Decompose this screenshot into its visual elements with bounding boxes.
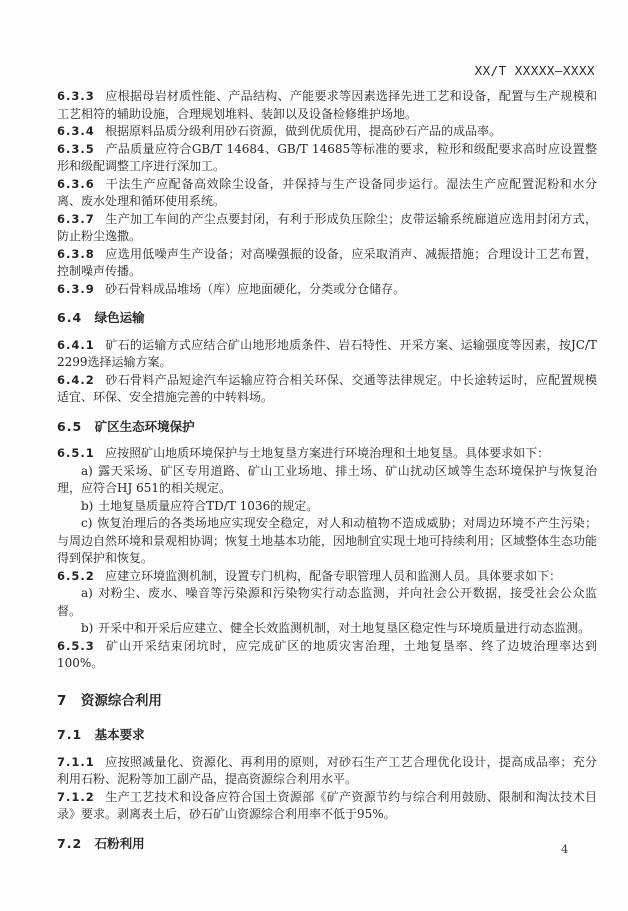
page-number: 4 [561,842,569,856]
list-item-b [57,498,597,516]
section-heading-text: 基本要求 [94,727,145,742]
clause-number: 6.3.7 [57,211,95,226]
clause-6.3.8 [57,246,597,281]
clause-number: 6.5 [57,418,83,434]
clause-6.4.2 [57,372,597,407]
clause-text: 矿山开采结束闭坑时，应完成矿区的地质灾害治理，土地复垦率、终了边坡治理率达到100%。 [57,638,597,670]
clause-number: 6.4.2 [57,372,95,387]
list-item-a [57,463,597,498]
clause-6.5.1 [57,445,597,463]
clause-text: 应建立环境监测机制，设置专门机构，配备专职管理人员和监测人员。具体要求如下： [105,568,562,583]
clause-text: 应按照减量化、资源化、再利用的原则，对砂石生产工艺合理优化设计，提高成品率；充分利用石粉、泥粉等加工副产品，提高资源综合利用水平。 [57,754,597,786]
clause-6.3.5 [57,141,597,176]
list-item-label: b) [81,498,94,513]
clause-number: 7 [57,692,68,709]
list-item-label: b) [81,621,94,635]
section-heading-6.5 [57,418,597,436]
clause-6.3.4 [57,123,597,141]
section-heading-text: 石粉利用 [94,835,145,851]
clause-text: 生产工艺技术和设备应符合国土资源部《矿产资源节约与综合利用鼓励、限制和淘汰技术目录》要求。剥离表土后，砂石矿山资源综合利用率不低于95%。 [57,789,597,821]
clause-number: 6.3.8 [57,246,95,261]
list-item-label: a) [81,586,93,600]
clause-6.5.2 [57,568,597,586]
clause-number: 6.3.9 [57,281,95,296]
clause-number: 6.4 [57,310,83,325]
clause-text: 生产加工车间的产尘点要封闭，有利于形成负压除尘；皮带运输系统廊道应选用封闭方式，防止粉尘逸撒。 [57,211,597,243]
section-heading-6.4 [57,309,597,327]
clause-number: 6.3.3 [57,89,95,103]
clause-text: 对粉尘、废水、噪音等污染源和污染物实行动态监测，并向社会公开数据，接受社会公众监督。 [57,586,597,618]
clause-text: 干法生产应配备高效除尘设备，并保持与生产设备同步运行。湿法生产应配置泥粉和水分离、废水处理和循环使用系统。 [57,176,597,208]
section-heading-7.1 [57,726,597,744]
clause-7.1.1 [57,754,597,789]
clause-number: 6.5.1 [57,446,95,460]
clause-number: 6.3.6 [57,176,95,191]
clause-text: 应根据母岩材质性能、产品结构、产能要求等因素选择先进工艺和设备，配置与生产规模和工艺相符的辅助设施，合理规划堆料、装卸以及设备检修维护场地。 [57,89,597,121]
clause-number: 6.3.5 [57,141,95,156]
standard-code-header: XX/T XXXXX—XXXX [474,63,595,78]
clause-6.3.3 [57,88,597,123]
list-item-label: a) [81,463,93,478]
clause-number: 6.5.3 [57,638,95,653]
clause-text: 砂石骨料产品短途汽车运输应符合相关环保、交通等法律规定。中长途转运时，应配置规模适宜、环保、安全措施完善的中转料场。 [57,372,597,404]
list-item-a [57,585,597,620]
clause-number: 7.2 [57,835,83,851]
clause-6.4.1 [57,337,597,372]
clause-text: 应选用低噪声生产设备；对高噪强振的设备，应采取消声、减振措施；合理设计工艺布置，控制噪声传播。 [57,246,597,278]
list-item-c [57,515,597,568]
clause-6.3.7 [57,211,597,246]
clause-text: 矿石的运输方式应结合矿山地形地质条件、岩石特性、开采方案、运输强度等因素，按JC/T 2299选择运输方案。 [57,337,597,369]
clause-text: 恢复治理后的各类场地应实现安全稳定，对人和动植物不造成威胁；对周边环境不产生污染；与周边自然环境和景观相协调；恢复土地基本功能，因地制宜实现土地可持续利用；区域整体生态功能得到保护和恢复。 [57,516,598,565]
clause-6.3.9 [57,281,597,299]
clause-number: 6.5.2 [57,568,95,583]
list-item-b [57,620,597,638]
clause-7.1.2 [57,789,597,824]
section-heading-text: 资源综合利用 [80,692,162,709]
clause-text: 根据原料品质分级利用砂石资源，做到优质优用，提高砂石产品的成品率。 [105,124,502,138]
clause-text: 开采中和开采后应建立、健全长效监测机制，对土地复垦区稳定性与环境质量进行动态监测。 [98,621,591,635]
section-heading-7 [57,693,597,711]
section-heading-text: 矿区生态环境保护 [94,418,195,434]
clause-6.3.6 [57,176,597,211]
section-heading-7.2 [57,835,597,853]
clause-text: 露天采场、矿区专用道路、矿山工业场地、排土场、矿山扰动区域等生态环境保护与恢复治理，应符合HJ 651的相关规定。 [57,463,597,495]
clause-text: 土地复垦质量应符合TD/T 1036的规定。 [98,498,319,513]
document-body [57,88,597,862]
clause-number: 7.1.1 [57,754,95,769]
clause-6.5.3 [57,638,597,673]
clause-text: 砂石骨料成品堆场（库）应地面硬化，分类或分仓储存。 [105,281,406,296]
clause-number: 7.1.2 [57,789,95,804]
clause-text: 产品质量应符合GB/T 14684、GB/T 14685等标准的要求，粒形和级配要求高时应设置整形和级配调整工序进行深加工。 [57,141,597,173]
clause-number: 6.3.4 [57,124,95,138]
section-heading-text: 绿色运输 [94,310,145,325]
list-item-label: c) [81,516,93,530]
clause-number: 6.4.1 [57,337,95,352]
clause-number: 7.1 [57,727,83,742]
clause-text: 应按照矿山地质环境保护与土地复垦方案进行环境治理和土地复垦。具体要求如下： [105,446,550,460]
